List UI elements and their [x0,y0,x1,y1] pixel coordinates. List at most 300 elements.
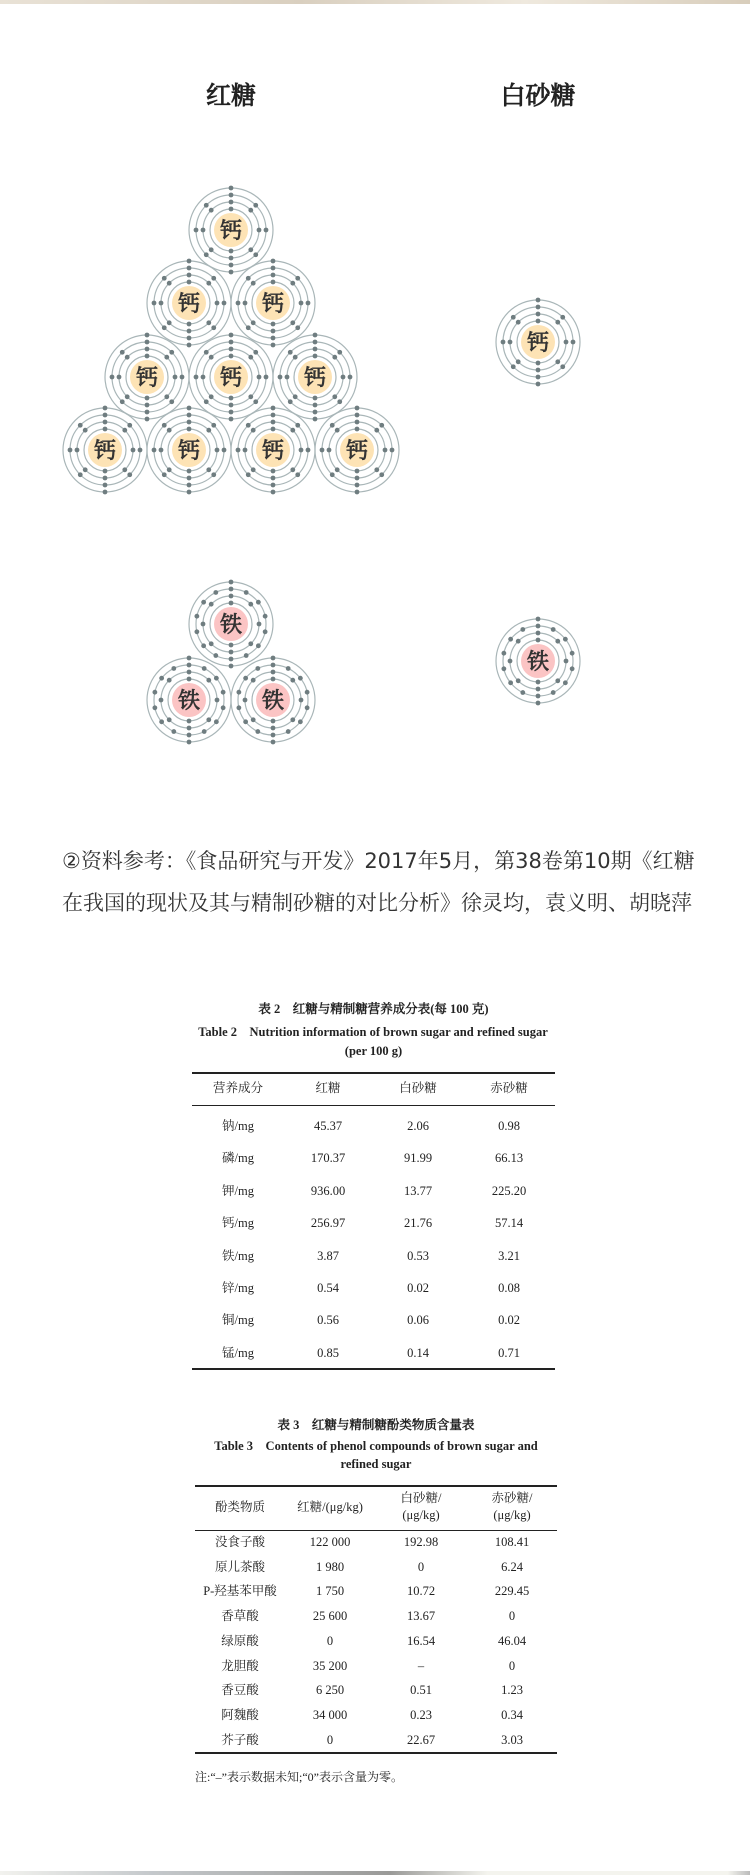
electron [271,322,276,327]
electron [229,263,234,268]
table-header: 白砂糖 [399,1081,437,1095]
electron [271,483,276,488]
table-cell: 0.85 [317,1345,339,1360]
electron [313,347,318,352]
electron [564,340,569,345]
electron [236,705,241,710]
electron [257,375,262,380]
electron [295,276,300,281]
electron [229,643,234,648]
electron [355,413,360,418]
electron [209,394,214,399]
calcium-label: 钙 [261,439,285,464]
electron [256,600,261,605]
electron [313,340,318,345]
electron [271,336,276,341]
electron [125,355,130,360]
electron [570,651,575,656]
electron [295,325,300,330]
electron [243,676,248,681]
table-cell: 香豆酸 [221,1683,259,1698]
electron [290,428,295,433]
table3-title-en2: refined sugar [340,1457,412,1471]
electron [204,252,209,257]
electron [251,467,256,472]
calcium-label: 钙 [177,439,201,464]
table-cell: 256.97 [310,1216,346,1231]
table-header: 白砂糖/ [400,1491,442,1505]
electron [110,375,115,380]
electron [271,490,276,495]
electron [213,653,218,658]
electron [501,651,506,656]
electron [570,666,575,671]
electron [244,590,249,595]
electron [222,301,227,306]
calcium-label: 钙 [135,366,159,391]
electron [271,427,276,432]
calcium-atom [231,259,315,348]
electron [536,305,541,310]
electron [330,472,335,477]
calcium-atom [105,333,189,422]
atom-diagram [0,0,750,800]
table2-title-en: Table 2 Nutrition information of brown sugar and refined sugar [198,1025,548,1039]
calcium-label: 钙 [261,292,285,317]
electron [313,417,318,422]
electron [162,423,167,428]
table2-title-cn: 表 2 红糖与精制糖营养成分表(每 100 克) [258,1002,489,1016]
table-cell: 铁/mg [222,1248,254,1263]
table-cell: 192.98 [403,1535,439,1549]
table-cell: 229.45 [494,1584,530,1599]
electron [327,448,332,453]
table-rule [192,1105,555,1106]
electron [251,281,256,286]
electron [271,343,276,348]
electron [536,375,541,380]
table-cell: 磷/mg [222,1151,254,1166]
electron [120,350,125,355]
electron [214,719,219,724]
electron [167,678,172,683]
table-cell: 1.23 [501,1683,523,1698]
electron [214,676,219,681]
calcium-label: 钙 [219,366,243,391]
table-cell: 122 000 [309,1535,351,1549]
electron [152,705,157,710]
electron [229,207,234,212]
iron-label: 铁 [177,689,201,714]
electron [516,639,521,644]
electron [313,410,318,415]
electron [209,247,214,252]
electron [536,312,541,317]
electron [288,350,293,355]
electron [201,622,206,627]
electron [390,448,395,453]
iron-atom [231,656,315,745]
table-cell: 钠/mg [222,1119,254,1133]
electron [187,663,192,668]
table-header: 赤砂糖 [490,1081,528,1095]
electron [204,350,209,355]
iron-atom [147,656,231,745]
calcium-label: 钙 [526,331,550,356]
electron [248,208,253,213]
table-rule [195,1530,557,1531]
electron [145,333,150,338]
electron [229,396,234,401]
electron [330,423,335,428]
electron [290,320,295,325]
table-rule [195,1752,557,1754]
electron [187,733,192,738]
electron [83,467,88,472]
electron [355,427,360,432]
electron [194,375,199,380]
table-cell: 10.72 [406,1584,436,1599]
electron [571,340,576,345]
electron [355,469,360,474]
electron [120,399,125,404]
table-cell: 2.06 [407,1119,429,1133]
table-cell: 6.24 [501,1559,523,1574]
electron [536,319,541,324]
electron [78,423,83,428]
electron [169,350,174,355]
electron [194,228,199,233]
electron [271,413,276,418]
table3-note: 注:“–”表示数据未知;“0”表示含量为零。 [195,1770,403,1784]
electron [167,467,172,472]
electron [159,698,164,703]
electron [271,656,276,661]
table-header: 红糖 [315,1081,341,1095]
electron [256,643,261,648]
electron [236,690,241,695]
electron [290,717,295,722]
electron [355,490,360,495]
electron [271,406,276,411]
electron [171,666,176,671]
calcium-atom [147,406,231,495]
electron [560,364,565,369]
electron [187,259,192,264]
electron [127,472,132,477]
electron [167,281,172,286]
electron [560,315,565,320]
table-cell: 没食子酸 [214,1535,266,1549]
table-cell: 0.51 [410,1683,432,1698]
electron [248,247,253,252]
electron [293,355,298,360]
table-cell: 0.23 [410,1707,432,1722]
electron [536,298,541,303]
electron [355,420,360,425]
electron [159,719,164,724]
iron-label: 铁 [219,613,243,638]
electron [511,364,516,369]
table-rule [195,1485,557,1487]
electron [263,629,268,634]
electron [187,469,192,474]
table-cell: 16.54 [406,1633,436,1648]
electron [335,467,340,472]
electron [162,472,167,477]
electron [299,301,304,306]
electron [204,399,209,404]
electron [206,467,211,472]
table-cell: 45.37 [313,1119,343,1133]
table-cell: 0.56 [317,1313,339,1328]
table-cell: 0.71 [498,1345,520,1360]
electron [145,347,150,352]
table-rule [192,1368,555,1370]
table-cell: 0.08 [498,1281,520,1295]
electron [206,320,211,325]
electron [103,483,108,488]
electron [264,375,269,380]
electron [202,729,207,734]
electron [355,476,360,481]
table-cell: 钙/mg [222,1216,254,1231]
electron [278,375,283,380]
table-cell: – [417,1658,425,1673]
electron [201,643,206,648]
electron [337,399,342,404]
electron [206,281,211,286]
electron [293,394,298,399]
electron [171,729,176,734]
electron [103,469,108,474]
table-cell: 0 [326,1732,334,1747]
electron [520,627,525,632]
calcium-atom [189,333,273,422]
electron [271,726,276,731]
electron [206,678,211,683]
electron [501,666,506,671]
electron [299,448,304,453]
electron [159,676,164,681]
electron [187,406,192,411]
table-cell: 0.06 [407,1313,429,1328]
electron [243,698,248,703]
table-cell: 0 [326,1633,334,1648]
electron [271,266,276,271]
calcium-label: 钙 [93,439,117,464]
electron [551,627,556,632]
electron [187,719,192,724]
table-cell: 936.00 [310,1183,346,1198]
calcium-label: 钙 [303,366,327,391]
electron [555,320,560,325]
table-cell: 钾/mg [222,1183,254,1198]
electron [251,717,256,722]
electron [187,670,192,675]
electron [271,259,276,264]
electron [520,690,525,695]
electron [229,186,234,191]
electron [271,677,276,682]
table-cell: 0 [508,1609,516,1624]
electron [551,690,556,695]
electron [103,427,108,432]
electron [348,375,353,380]
table-header: 营养成分 [212,1081,264,1095]
electron [271,469,276,474]
table-cell: 21.76 [403,1216,433,1231]
table-cell: 225.20 [491,1183,527,1198]
electron [379,423,384,428]
electron [243,719,248,724]
electron [271,733,276,738]
electron [248,394,253,399]
electron [229,249,234,254]
electron [229,354,234,359]
electron [508,659,513,664]
electron [341,375,346,380]
electron [257,228,262,233]
electron [187,336,192,341]
table-cell: 22.67 [406,1732,436,1747]
electron [202,666,207,671]
electron [516,678,521,683]
electron [246,423,251,428]
electron [355,406,360,411]
reference-text: ②资料参考：《食品研究与开发》2017年5月，第38卷第10期《红糖在我国的现状及其与精制砂糖的对比分析》徐灵均，袁义明、胡晓萍 [62,849,695,915]
electron [187,322,192,327]
table-cell: 46.04 [497,1633,527,1648]
electron [209,602,214,607]
table-cell: 芥子酸 [221,1732,259,1747]
electron [536,382,541,387]
table-cell: 6 250 [315,1683,345,1698]
table-cell: 0.02 [498,1313,520,1328]
electron [229,664,234,669]
electron [152,448,157,453]
electron [271,670,276,675]
electron [187,726,192,731]
electron [516,320,521,325]
table-cell: 3.03 [501,1732,523,1747]
electron [127,423,132,428]
electron [167,428,172,433]
electron [122,428,127,433]
electron [508,680,513,685]
electron [169,399,174,404]
electron [508,637,513,642]
table-cell: 0.54 [317,1281,339,1295]
electron [229,650,234,655]
electron [229,410,234,415]
electron [201,600,206,605]
electron [255,666,260,671]
electron [246,325,251,330]
table-cell: P-羟基苯甲酸 [203,1584,277,1599]
electron [264,228,269,233]
electron [229,657,234,662]
electron [253,399,258,404]
electron [253,252,258,257]
electron [536,694,541,699]
electron [187,420,192,425]
electron [229,200,234,205]
electron [536,368,541,373]
electron [290,281,295,286]
calcium-atom [315,406,399,495]
electron [229,580,234,585]
table-cell: 1 750 [315,1584,345,1599]
table3-title-en: Table 3 Contents of phenol compounds of brown sugar and [214,1439,538,1453]
electron [206,717,211,722]
electron [243,448,248,453]
electron [145,396,150,401]
table-cell: 0 [417,1559,425,1574]
electron [286,666,291,671]
electron [194,629,199,634]
table-cell: 香草酸 [221,1609,259,1624]
electron [131,448,136,453]
electron [167,320,172,325]
electron [215,448,220,453]
electron [167,717,172,722]
electron [229,256,234,261]
table-cell: 108.41 [494,1535,530,1549]
electron [306,301,311,306]
electron [117,375,122,380]
electron [125,394,130,399]
electron [152,301,157,306]
table-cell: 0 [508,1658,516,1673]
electron [299,698,304,703]
calcium-label: 钙 [219,219,243,244]
electron [246,276,251,281]
electron [313,354,318,359]
electron [229,347,234,352]
phenol-table [195,1410,557,1790]
electron [536,701,541,706]
electron [180,375,185,380]
calcium-label: 钙 [345,439,369,464]
electron [248,602,253,607]
electron [145,403,150,408]
table-cell: 绿原酸 [221,1633,259,1648]
electron [187,273,192,278]
electron [536,680,541,685]
electron [253,350,258,355]
electron [103,490,108,495]
electron [290,678,295,683]
electron [187,476,192,481]
electron [564,659,569,664]
electron [271,663,276,668]
nutrition-table [192,995,555,1375]
electron [194,614,199,619]
table-cell: 0.53 [407,1248,429,1263]
electron [271,476,276,481]
electron [288,399,293,404]
iron-label: 铁 [261,689,285,714]
electron [383,448,388,453]
table-cell: 0.02 [407,1281,429,1295]
electron [201,228,206,233]
electron [253,203,258,208]
table-header: 赤砂糖/ [491,1491,533,1505]
electron [244,653,249,658]
electron [187,413,192,418]
electron [271,273,276,278]
